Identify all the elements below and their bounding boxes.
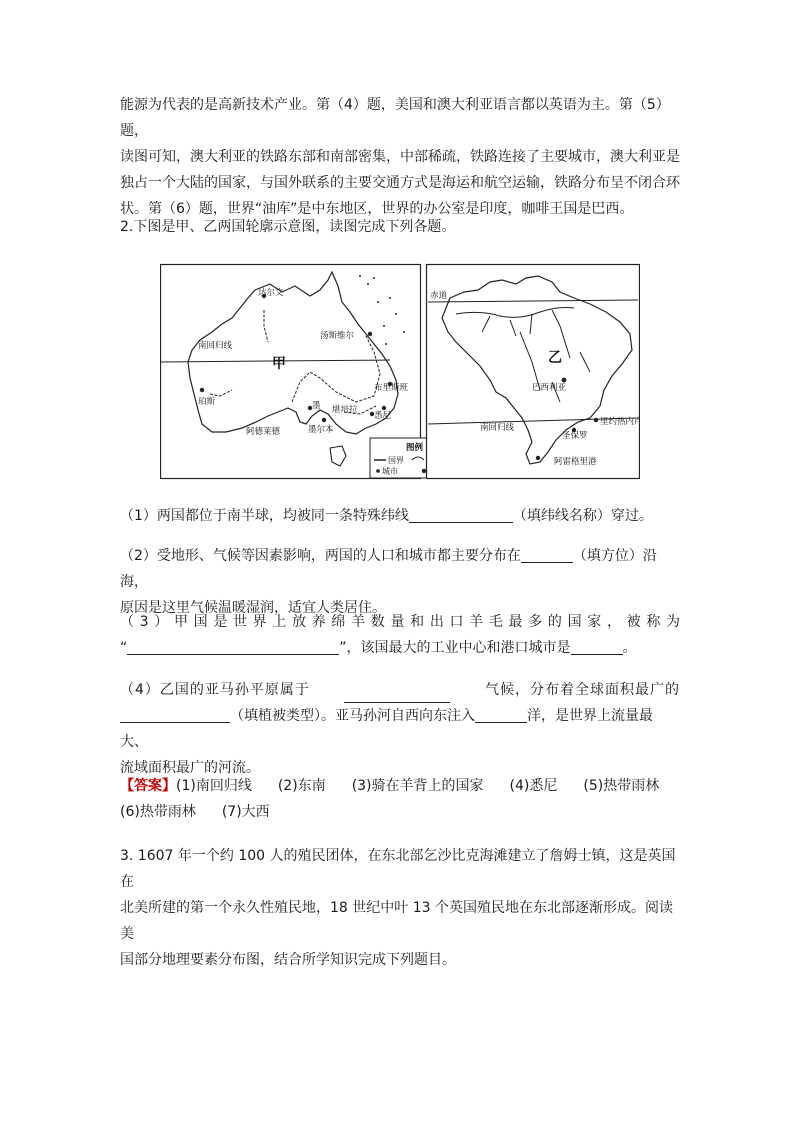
sub1-text-b: （填纬线名称）穿过。 [512, 508, 653, 524]
intro-line-2: 读图可知，澳大利亚的铁路东部和南部密集，中部稀疏，铁路连接了主要城市，澳大利亚是 [120, 149, 680, 165]
map-label-brisbane: 布里斯班 [374, 383, 409, 393]
q3-line-3: 国部分地理要素分布图，结合所学知识完成下列题目。 [120, 952, 456, 968]
sub3-open-quote: “ [120, 640, 128, 656]
sub2-text-a: （2）受地形、气候等因素影响，两国的人口和城市都主要分布在 [120, 548, 521, 564]
map-label-sydney: 悉尼 [374, 411, 392, 421]
answer-item-7: (7)大西 [221, 804, 270, 820]
answer-item-5: (5)热带雨林 [583, 778, 660, 794]
map-label-melbourne: 墨尔本 [308, 425, 334, 435]
map-label-portoalegre: 阿雷格里港 [554, 457, 597, 467]
intro-line-3: 独占一个大陆的国家，与国外联系的主要交通方式是海运和航空运输，铁路分布呈不闭合环 [120, 175, 680, 191]
intro-line-1: 能源为代表的是高新技术产业。第（4）题，美国和澳大利亚语言都以英语为主。第（5）题， [120, 97, 670, 139]
sub3-text-a: （3）甲国是世界上放养绵羊数量和出口羊毛最多的国家，被称为 [120, 614, 680, 630]
intro-paragraph [120, 92, 680, 222]
sub4-text-a2: 气候，分布着全球面积最广的 [484, 682, 680, 698]
sub2-text-b: （填方位）沿海， [120, 548, 657, 590]
right-map-frame [427, 265, 640, 479]
sub3-blank-2[interactable] [571, 638, 623, 655]
sub4-blank-1[interactable] [344, 686, 450, 703]
map-country-jia: 甲 [272, 356, 286, 372]
answer-block [120, 773, 680, 825]
sub1-blank[interactable] [409, 506, 513, 523]
answer-item-1: (1)南回归线 [176, 778, 252, 794]
map-label-mo: 墨 [312, 401, 321, 411]
sub2-blank[interactable] [521, 546, 573, 563]
q3-line-1: 3. 1607 年一个约 100 人的殖民团体，在东北部乞沙比克海滩建立了詹姆士镇，这是英国在 [120, 848, 676, 890]
sub4-text-b: （填植被类型）。亚马孙河自西向东注入 [230, 708, 475, 724]
map-country-yi: 乙 [548, 350, 562, 366]
map-label-adelaide: 阿德莱德 [246, 427, 281, 437]
q3-line-2: 北美所建的第一个永久性殖民地，18 世纪中叶 13 个英国殖民地在东北部逐渐形成。阅读美 [120, 900, 673, 942]
sub-question-4 [120, 677, 680, 781]
answer-item-3: (3)骑在羊背上的国家 [351, 778, 484, 794]
sub3-text-end: 。 [622, 640, 637, 656]
answer-item-2: (2)东南 [277, 778, 326, 794]
sub4-text-b2: 洋，是世界上流量最大、 [120, 708, 653, 750]
answer-item-4: (4)悉尼 [509, 778, 558, 794]
map-label-saopaulo: 圣保罗 [562, 431, 588, 441]
sub3-blank-1[interactable] [127, 638, 339, 655]
sub1-text-a: （1）两国都位于南半球，均被同一条特殊纬线 [120, 508, 409, 524]
sub4-text-c: 流域面积最广的河流。 [120, 760, 260, 776]
map-label-tropic-left: 南回归线 [198, 341, 233, 351]
legend-border: 国界 [388, 456, 404, 465]
sub4-blank-3[interactable] [475, 706, 527, 723]
map-label-tropic-right: 南回归线 [480, 423, 515, 433]
map-label-perth: 珀斯 [198, 397, 216, 407]
map-label-brasilia: 巴西利亚 [532, 383, 567, 393]
question-2-title: 2.下图是甲、乙两国轮廓示意图，读图完成下列各题。 [120, 219, 456, 235]
sub4-text-a: （4）乙国的亚马孙平原属于 [120, 682, 310, 698]
sub3-text-b: ”，该国最大的工业中心和港口城市是 [339, 640, 571, 656]
map-label-townsville: 汤斯维尔 [320, 331, 355, 341]
map-label-canberra: 堪培拉 [332, 405, 358, 415]
sub-question-1 [120, 503, 680, 529]
map-label-equator: 赤道 [430, 291, 448, 301]
question-3 [120, 843, 680, 973]
legend-title: 图例 [406, 443, 424, 453]
legend-city: 城市 [382, 467, 398, 476]
map-label-darwin: 达尔文 [258, 288, 284, 298]
answer-tag: 【答案】 [120, 778, 176, 794]
map-svg [160, 262, 640, 480]
sub-question-3 [120, 609, 680, 661]
map-label-rio: 里约热内卢 [600, 417, 640, 427]
intro-line-4: 状。第（6）题，世界“油库”是中东地区，世界的办公室是印度，咖啡王国是巴西。 [120, 201, 634, 217]
sub2-text-c: 原因是这里气候温暖湿润，适宜人类居住。 [120, 600, 386, 616]
sub4-blank-2[interactable] [120, 706, 230, 723]
map-figure [160, 262, 640, 480]
answer-item-6: (6)热带雨林 [120, 804, 196, 820]
